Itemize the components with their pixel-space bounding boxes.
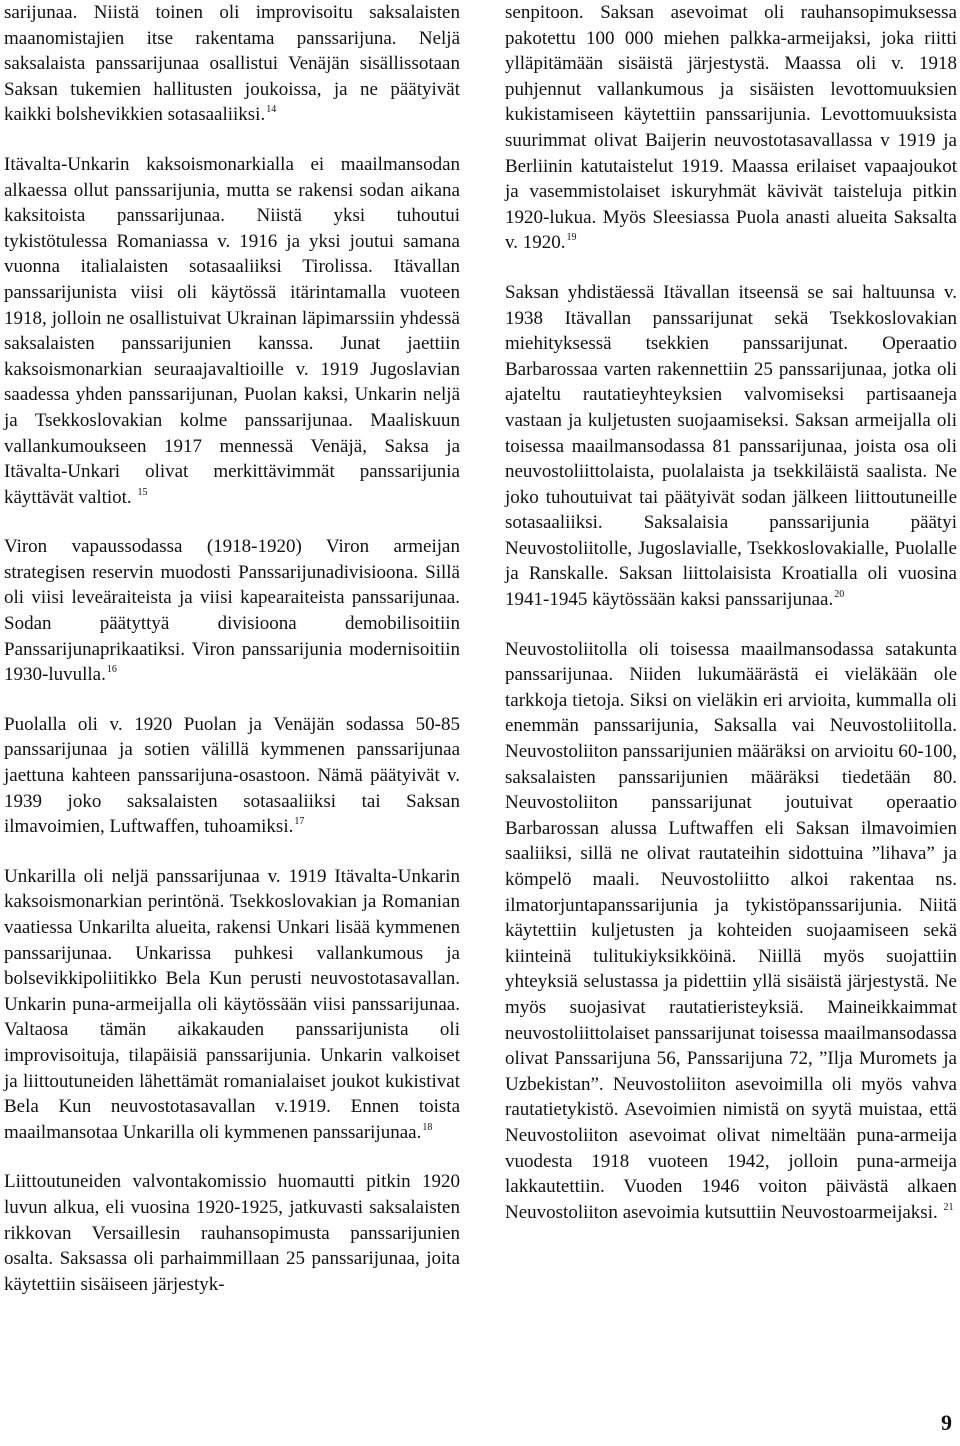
paragraph-text: Saksan yhdistäessä Itävallan itseensä se sai haltuunsa v. 1938 Itävallan panssarijunat sekä Tsekkoslovakian miehityksessä tsekkien panssarijunat. Operaatio Barbarossaa varten rakennettiin 25 panssarijunaa, jotka oli ajateltu rautatieyhteyksien valvomiseksi partisaaneja vastaan ja kuljetusten suojaamiseksi. Saksan armeijalla oli toisessa maailmansodassa 81 panssarijunaa, joista osa oli neuvostoliittolaista, puolalaista ja tsekkiläistä saalista. Ne joko tuhoutuivat tai päätyivät sodan jälkeen liittoutuneille sotasaaliiksi. Saksalaisia panssarijunia päätyi Neuvostoliitolle, Jugoslavialle, Tsekkoslovakialle, Puolalle ja Ranskalle. Saksan liittolaisista Kroatialla oli vuosina 1941-1945 käytössään kaksi panssarijunaa.	[505, 281, 957, 611]
paragraph	[4, 534, 460, 688]
footnote-marker: 19	[566, 232, 577, 244]
paragraph	[4, 0, 460, 128]
paragraph	[505, 637, 957, 1226]
paragraph-text: Puolalla oli v. 1920 Puolan ja Venäjän sodassa 50-85 panssarijunaa ja sotien välillä kymmenen panssarijunaa jaettuna kahteen panssarijuna-osastoon. Nämä päätyivät v. 1939 joko saksalaisten sotasaaliiksi tai Saksan ilmavoimien, Luftwaffen, tuhoamiksi.	[4, 713, 460, 838]
paragraph	[505, 0, 957, 256]
paragraph-text: Unkarilla oli neljä panssarijunaa v. 1919 Itävalta-Unkarin kaksoismonarkian perintönä. Tsekkoslovakian ja Romanian vaatiessa Unkarilta alueita, rakensi Unkari lisää kymmenen panssarijunaa. Unkarissa puhkesi vallankumous ja bolsevikkipoliitikko Bela Kun perusti neuvostotasavallan. Unkarin puna-armeijalla oli käytössään viisi panssarijunaa. Valtaosa tämän aikakauden panssarijunista oli improvisoituja, tilapäisiä panssarijunia. Unkarin valkoiset ja liittoutuneiden lähettämät romanialaiset joukot kukistivat Bela Kun neuvostotasavallan v.1919. Ennen toista maailmansotaa Unkarilla oli kymmenen panssarijunaa.	[4, 865, 460, 1143]
paragraph-text: Neuvostoliitolla oli toisessa maailmansodassa satakunta panssarijunaa. Niiden lukumäärästä ei vieläkään ole tarkkoja tietoja. Siksi on vieläkin eri arvioita, kummalla oli enemmän panssarijunia, Saksalla vai Neuvostoliitolla. Neuvostoliiton panssarijunien määräksi on arvioitu 60-100, saksalaisten panssarijunien määräksi tiedetään 80. Neuvostoliiton panssarijunat joutuivat operaatio Barbarossan alussa Luftwaffen eli Saksan ilmavoimien saaliiksi, sillä ne olivat rautateihin sidottuina ”lihava” ja kömpelö maali. Neuvostoliitto alkoi rakentaa ns. ilmatorjuntapanssarijunia ja tykistöpanssarijunia. Niitä käytettiin kuljetusten ja kohteiden suojaamiseen sekä kiinteinä tulitukiyksikköinä. Niillä myös suojattiin yhteyksiä selustassa ja pidettiin yllä sisäistä järjestystä. Ne myös suojasivat rautatieristeyksiä. Maineikkaimmat neuvostoliittolaiset panssarijunat toisessa maailmansodassa olivat Panssarijuna 56, Panssarijuna 72, ”Ilja Muromets ja Uzbekistan”. Neuvostoliiton asevoimilla oli myös vahva rautatietykistö. Asevoimien nimistä on syytä muistaa, että Neuvostoliiton asevoimat olivat nimeltään puna-armeija vuodesta 1918 vuoteen 1942, jolloin puna-armeija lakkautettiin. Vuoden 1946 voiton päivästä alkaen Neuvostoliiton asevoimia kutsuttiin Neuvostoarmeijaksi.	[505, 638, 957, 1223]
footnote-marker: 18	[422, 1121, 433, 1133]
footnote-marker: 20	[834, 589, 845, 601]
paragraph-text: senpitoon. Saksan asevoimat oli rauhansopimuksessa pakotettu 100 000 miehen palkka-armeijaksi, joka riitti ylläpitämään sisäistä järjestystä. Maassa oli v. 1918 puhjennut vallankumous ja sisäisten levottomuuksien kukistamiseen käytettiin panssarijunia. Levottomuuksista suurimmat olivat Baijerin neuvostotasavallassa v 1919 ja Berliinin katutaistelut 1919. Maassa erilaiset vapaajoukot ja vasemmistolaiset iskuryhmät kävivät taisteluja pitkin 1920-lukua. Myös Sleesiassa Puola anasti alueita Saksalta v. 1920.	[505, 2, 957, 254]
paragraph	[4, 864, 460, 1146]
left-column	[4, 0, 460, 1321]
footnote-marker: 14	[266, 104, 277, 116]
paragraph	[4, 1169, 460, 1297]
paragraph-text: Liittoutuneiden valvontakomissio huomautti pitkin 1920 luvun alkua, eli vuosina 1920-1925, jatkuvasti saksalaisten rikkovan Versaillesin rauhansopimusta panssarijunien osalta. Saksassa oli parhaimmillaan 25 panssarijunaa, joita käytettiin sisäiseen järjestyk-	[4, 1171, 460, 1295]
paragraph-text: sarijunaa. Niistä toinen oli improvisoitu saksalaisten maanomistajien itse rakentama panssarijuna. Neljä saksalaista panssarijunaa osallistui Venäjän sisällissotaan Saksan tukemien hallitusten joukoissa, ja ne päätyivät kaikki bolshevikkien sotasaaliiksi.	[4, 2, 460, 126]
paragraph	[4, 712, 460, 840]
footnote-marker: 17	[294, 816, 305, 828]
paragraph-text: Itävalta-Unkarin kaksoismonarkialla ei maailmansodan alkaessa ollut panssarijunia, mutta se rakensi sodan aikana kaksitoista panssarijunaa. Niistä yksi tuhoutui tykistötulessa Romaniassa v. 1916 ja yksi joutui samana vuonna italialaisten sotasaaliiksi Tirolissa. Itävallan panssarijunista viisi oli käytössä itärintamalla vuoteen 1918, jolloin ne osallistuivat Ukrainan läpimarssiin yhdessä saksalaisten panssarijunien kanssa. Junat jaettiin kaksoismonarkian seuraajavaltioille v. 1919 Jugoslavian saadessa yhden panssarijunan, Puolan kaksi, Unkarin neljä ja Tsekkoslovakian kolme panssarijunaa. Maaliskuun vallankumoukseen 1917 mennessä Venäjä, Saksa ja Itävalta-Unkari olivat merkittävimmät panssarijunia käyttävät valtiot.	[4, 153, 460, 508]
paragraph	[505, 280, 957, 613]
paragraph	[4, 152, 460, 510]
footnote-marker: 16	[106, 664, 117, 676]
paragraph-text: Viron vapaussodassa (1918-1920) Viron armeijan strategisen reservin muodosti Panssarijunadivisioona. Sillä oli viisi leveäraiteista ja viisi kapearaiteista panssarijunaa. Sodan päätyttyä divisioona demobilisoitiin Panssarijunaprikaatiksi. Viron panssarijunia modernisoitiin 1930-luvulla.	[4, 536, 460, 686]
right-column	[505, 0, 957, 1249]
page-number: 9	[941, 1410, 952, 1435]
footnote-marker: 15	[137, 486, 148, 498]
footnote-marker: 21	[943, 1201, 954, 1213]
